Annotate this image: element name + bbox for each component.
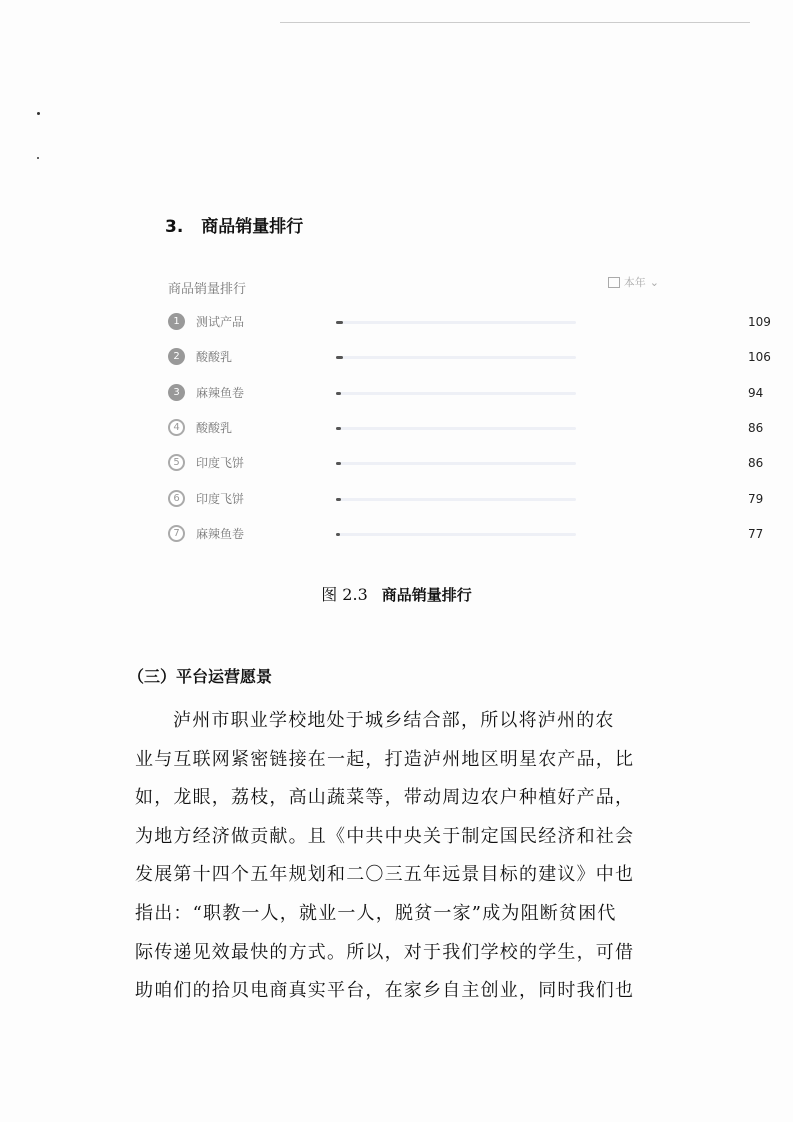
caption-text: 商品销量排行 <box>381 586 472 604</box>
rank-badge: 3 <box>168 384 185 401</box>
rank-badge: 4 <box>168 419 185 436</box>
paragraph-line: 如，龙眼，荔枝，高山蔬菜等，带动周边农户种植好产品， <box>135 787 635 809</box>
chevron-down-icon: ⌄ <box>649 275 659 289</box>
period-label: 本年 <box>623 276 646 289</box>
sales-value: 77 <box>748 526 764 541</box>
scan-speck <box>37 157 39 159</box>
sales-bar-track <box>336 420 764 435</box>
sales-bar-track <box>336 385 764 400</box>
product-name: 麻辣鱼卷 <box>196 526 245 541</box>
calendar-icon <box>608 277 620 288</box>
paragraph-line: 为地方经济做贡献。且《中共中央关于制定国民经济和社会 <box>135 825 635 847</box>
ranking-row <box>168 488 764 508</box>
body-paragraph <box>135 702 675 1011</box>
rank-badge: 7 <box>168 525 185 542</box>
ranking-row <box>168 523 764 543</box>
sales-bar <box>336 462 341 465</box>
sales-bar <box>336 321 343 324</box>
sales-bar <box>336 498 341 501</box>
section-heading: （三）平台运营愿景 <box>128 667 273 686</box>
sales-value: 86 <box>748 420 764 435</box>
subsection-heading <box>165 212 303 237</box>
paragraph-line: 指出：“职教一人，就业一人，脱贫一家”成为阻断贫困代 <box>135 902 617 924</box>
product-name: 印度飞饼 <box>196 456 245 471</box>
paragraph-line: 际传递见效最快的方式。所以，对于我们学校的学生，可借 <box>135 941 635 963</box>
ranking-row <box>168 417 764 437</box>
sales-bar <box>336 392 341 395</box>
ranking-row <box>168 382 764 402</box>
sales-ranking-card <box>162 268 771 553</box>
sales-value: 106 <box>748 350 771 365</box>
sales-bar-track <box>336 526 764 541</box>
product-name: 麻辣鱼卷 <box>196 385 245 400</box>
product-name: 酸酸乳 <box>196 420 233 435</box>
sales-bar-track <box>336 315 771 329</box>
ranking-row <box>168 452 764 472</box>
sales-value: 79 <box>748 491 764 506</box>
scan-edge-line <box>280 22 750 23</box>
scan-speck <box>37 112 40 115</box>
product-name: 测试产品 <box>196 315 245 329</box>
rank-badge: 2 <box>168 348 185 365</box>
paragraph-line: 助咱们的拾贝电商真实平台，在家乡自主创业，同时我们也 <box>135 980 635 1002</box>
sales-bar-track <box>336 350 771 365</box>
paragraph-line: 泸州市职业学校地处于城乡结合部，所以将泸州的农 <box>173 710 615 731</box>
caption-number: 图 2.3 <box>321 585 368 604</box>
sales-bar-track <box>336 456 764 471</box>
product-name: 印度飞饼 <box>196 491 245 506</box>
sales-bar <box>336 356 343 359</box>
rank-badge: 1 <box>168 313 185 330</box>
figure-caption <box>0 582 793 605</box>
heading-number: 3. <box>165 217 184 237</box>
paragraph-line: 发展第十四个五年规划和二〇三五年远景目标的建议》中也 <box>135 864 635 886</box>
rank-badge: 6 <box>168 490 185 507</box>
sales-bar <box>336 533 340 536</box>
ranking-row <box>168 346 771 366</box>
period-selector[interactable] <box>608 274 659 290</box>
sales-value: 109 <box>748 315 771 329</box>
sales-bar-track <box>336 491 764 506</box>
sales-value: 94 <box>748 385 764 400</box>
product-name: 酸酸乳 <box>196 350 233 365</box>
sales-bar <box>336 427 341 430</box>
sales-value: 86 <box>748 456 764 471</box>
ranking-row <box>168 311 771 331</box>
rank-badge: 5 <box>168 454 185 471</box>
heading-title: 商品销量排行 <box>201 217 304 237</box>
card-title: 商品销量排行 <box>168 282 247 297</box>
paragraph-line: 业与互联网紧密链接在一起，打造泸州地区明星农产品，比 <box>135 748 635 770</box>
